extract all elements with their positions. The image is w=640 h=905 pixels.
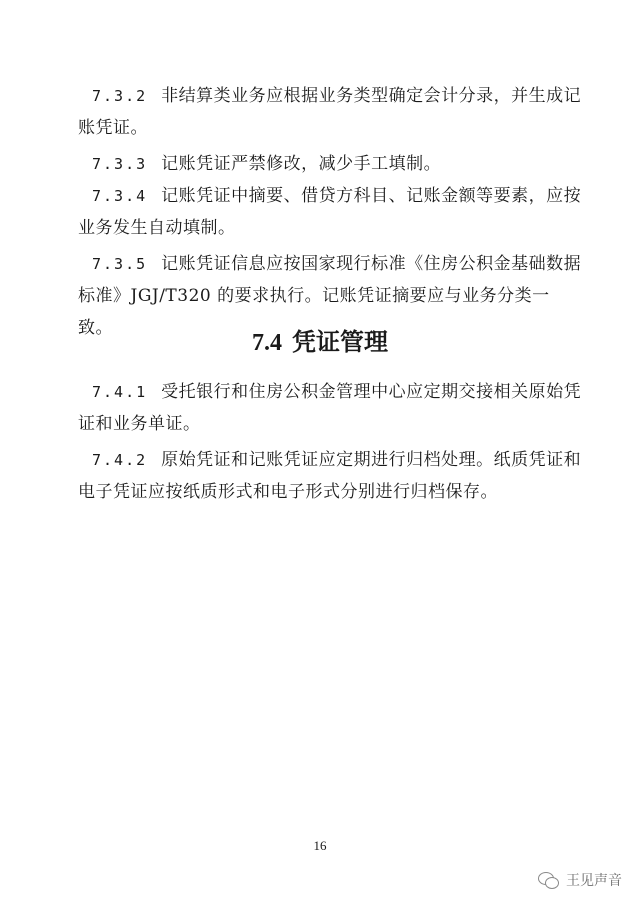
wechat-icon xyxy=(538,871,560,889)
clause-text: 受托银行和住房公积金管理中心应定期交接相关原始凭证和业务单证。 xyxy=(78,382,582,434)
clause-number: 7.3.3 xyxy=(92,155,148,173)
clause-text: 原始凭证和记账凭证应定期进行归档处理。纸质凭证和电子凭证应按纸质形式和电子形式分别进行归档保存。 xyxy=(78,450,582,502)
clause-number: 7.4.2 xyxy=(92,451,148,469)
page-number: 16 xyxy=(313,838,327,853)
clause-number: 7.3.5 xyxy=(92,255,148,273)
clause-text: 记账凭证严禁修改，减少手工填制。 xyxy=(161,154,442,174)
clause-number: 7.4.1 xyxy=(92,383,148,401)
clause-number: 7.3.2 xyxy=(92,87,148,105)
section-heading xyxy=(0,326,640,359)
clause-text: 非结算类业务应根据业务类型确定会计分录，并生成记账凭证。 xyxy=(78,86,582,138)
clause-text: 记账凭证信息应按国家现行标准《住房公积金基础数据标准》JGJ/T320 的要求执行。记账凭证摘要应与业务分类一致。 xyxy=(78,254,582,338)
watermark xyxy=(538,870,622,890)
clause-7-3-4 xyxy=(78,180,583,244)
clause-7-4-2 xyxy=(78,444,583,508)
clause-7-3-2 xyxy=(78,80,583,144)
clause-number: 7.3.4 xyxy=(92,187,148,205)
clause-7-3-3 xyxy=(78,148,583,180)
clause-7-4-1 xyxy=(78,376,583,440)
section-heading-title: 凭证管理 xyxy=(292,328,388,356)
clause-text: 记账凭证中摘要、借贷方科目、记账金额等要素，应按业务发生自动填制。 xyxy=(78,186,582,238)
watermark-label: 王见声音 xyxy=(566,873,622,889)
section-heading-number: 7.4 xyxy=(252,330,282,356)
